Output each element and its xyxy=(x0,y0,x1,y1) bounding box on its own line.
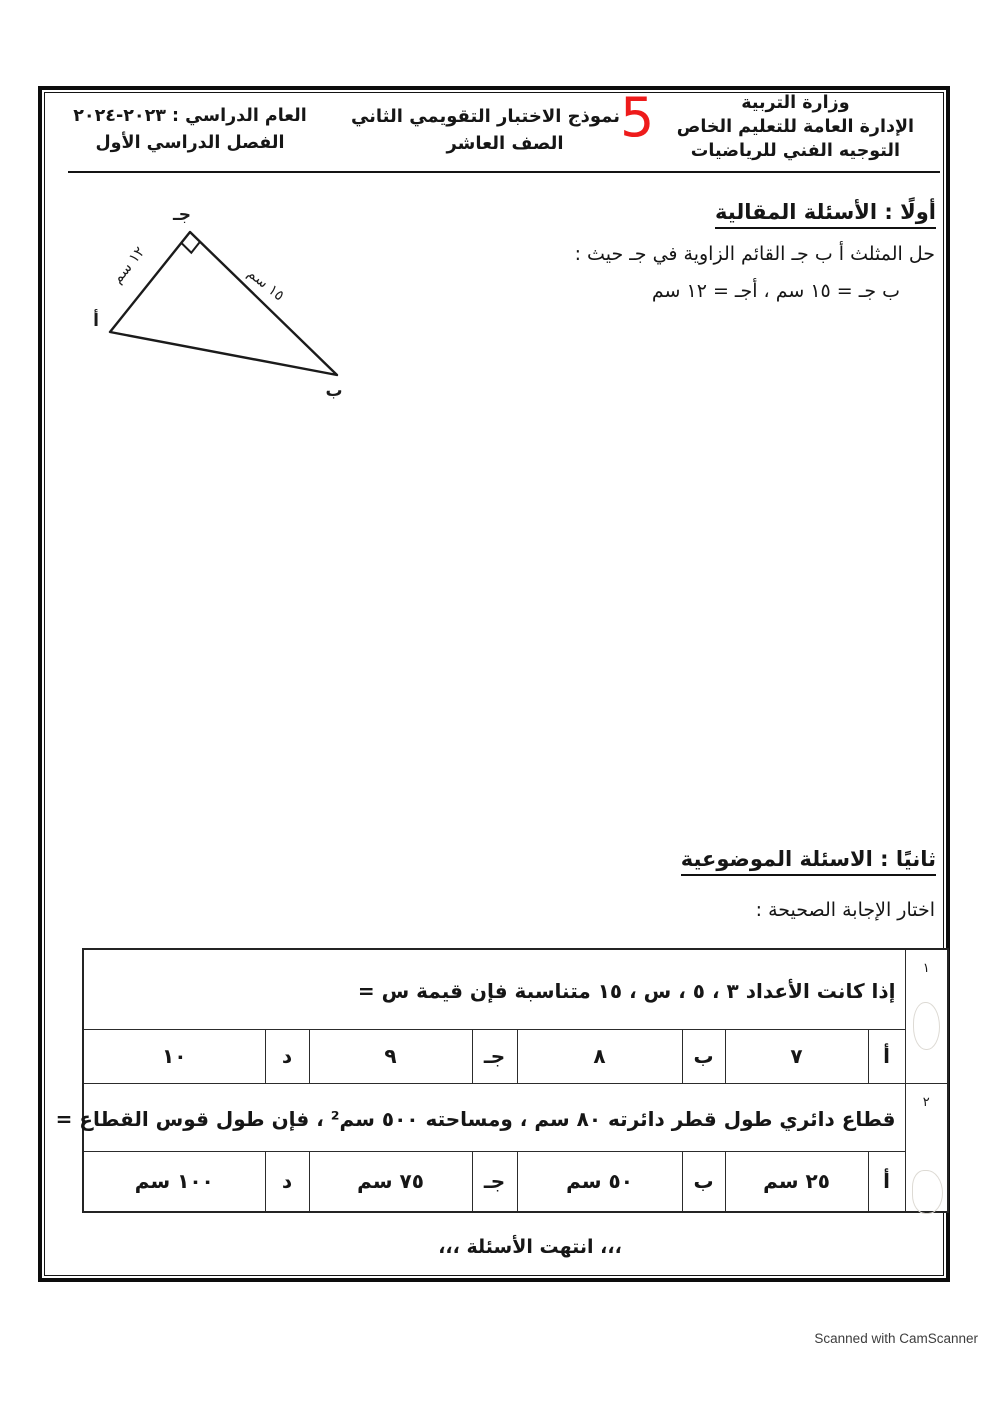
camscanner-credit: Scanned with CamScanner xyxy=(814,1331,978,1346)
pencil-smudge xyxy=(913,1002,940,1050)
pencil-smudge xyxy=(912,1170,943,1214)
choice-value: ١٠ xyxy=(83,1029,265,1083)
choice-letter: ب xyxy=(682,1151,725,1212)
choice-letter: أ xyxy=(868,1029,905,1083)
header-ministry-block xyxy=(677,91,914,163)
exam-title: نموذج الاختبار التقويمي الثاني xyxy=(350,106,620,127)
header-exam-block xyxy=(350,103,620,157)
grade-label: الصف العاشر xyxy=(446,133,564,154)
table-row xyxy=(83,949,948,1029)
ministry-name: وزارة التربية xyxy=(741,93,850,113)
essay-section-title: أولًا : الأسئلة المقالية xyxy=(715,200,936,224)
question-text: قطاع دائري طول قطر دائرته ٨٠ سم ، ومساحته ٥٠٠ سم² ، فإن طول قوس القطاع = xyxy=(83,1083,905,1151)
choice-value: ١٠٠ سم xyxy=(83,1151,265,1212)
choice-letter: جـ xyxy=(472,1029,517,1083)
right-angle-icon xyxy=(181,242,200,253)
choice-value: ٧ xyxy=(725,1029,868,1083)
choice-letter: جـ xyxy=(472,1151,517,1212)
choice-letter: د xyxy=(265,1151,309,1212)
choice-value: ٨ xyxy=(517,1029,682,1083)
question-text: إذا كانت الأعداد ٣ ، ٥ ، س ، ١٥ متناسبة فإن قيمة س = xyxy=(83,949,905,1029)
vertex-label-jeem: جـ xyxy=(172,205,192,225)
choice-value: ٢٥ سم xyxy=(725,1151,868,1212)
vertex-label-ba: ب xyxy=(325,381,343,401)
question-number: ١ xyxy=(905,949,948,1083)
vertex-label-alef: أ xyxy=(93,311,99,331)
academic-year: العام الدراسي : ٢٠٢٣-٢٠٢٤ xyxy=(73,106,307,126)
table-row xyxy=(83,1151,948,1212)
triangle-figure xyxy=(70,190,390,420)
header-divider xyxy=(68,171,940,173)
page-number-stamp: 5 xyxy=(620,86,655,149)
table-row xyxy=(83,1083,948,1151)
essay-problem-line1: حل المثلث أ ب جـ القائم الزاوية في جـ حيث : xyxy=(574,243,935,265)
side-length-15cm: ١٥ سم xyxy=(244,265,287,305)
choice-letter: د xyxy=(265,1029,309,1083)
choice-letter: أ xyxy=(868,1151,905,1212)
table-row xyxy=(83,1029,948,1083)
header-year-block xyxy=(65,103,315,157)
mcq-table xyxy=(55,948,949,1213)
choice-value: ٥٠ سم xyxy=(517,1151,682,1212)
administration-name: الإدارة العامة للتعليم الخاص xyxy=(676,117,914,137)
side-length-12cm: ١٢ سم xyxy=(109,244,149,287)
objective-section-title: ثانيًا : الاسئلة الموضوعية xyxy=(681,847,936,871)
choice-value: ٩ xyxy=(309,1029,472,1083)
supervision-name: التوجيه الفني للرياضيات xyxy=(690,141,900,161)
question-number: ٢ xyxy=(905,1083,948,1212)
semester-label: الفصل الدراسي الأول xyxy=(95,133,285,153)
choice-letter: ب xyxy=(682,1029,725,1083)
end-of-questions-text: ،،، انتهت الأسئلة ،،، xyxy=(438,1236,622,1258)
page-frame xyxy=(38,86,950,1282)
mcq-instruction: اختار الإجابة الصحيحة : xyxy=(755,899,935,921)
essay-problem-line2: ب جـ = ١٥ سم ، أجـ = ١٢ سم xyxy=(651,280,900,302)
choice-value: ٧٥ سم xyxy=(309,1151,472,1212)
